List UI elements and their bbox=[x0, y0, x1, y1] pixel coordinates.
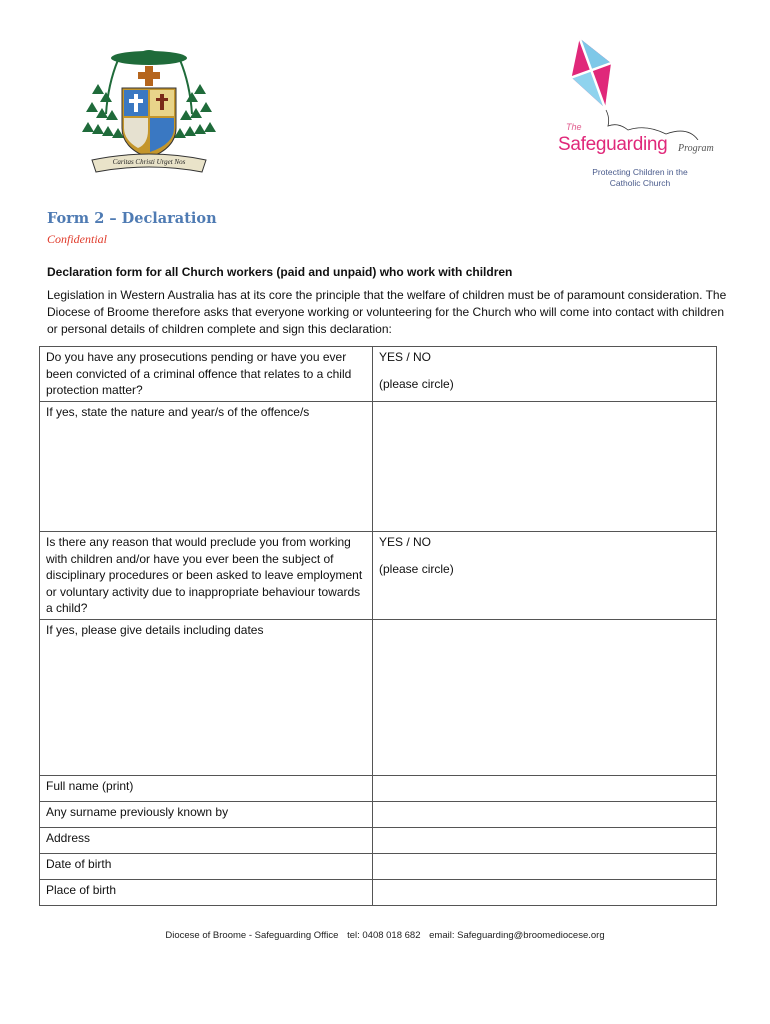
full-name-label: Full name (print) bbox=[40, 775, 373, 801]
place-of-birth-field[interactable] bbox=[373, 879, 717, 905]
offence-details-field[interactable] bbox=[373, 402, 717, 532]
answer-preclusion-cell[interactable] bbox=[373, 532, 717, 620]
offence-details-label: If yes, state the nature and year/s of the offence/s bbox=[40, 402, 373, 532]
question-preclusion: Is there any reason that would preclude you from working with children and/or have you ever been the subject of disciplinary procedures or been asked to leave employment or voluntary activity due to inappropriate behaviour towards a child? bbox=[40, 532, 373, 620]
date-of-birth-field[interactable] bbox=[373, 853, 717, 879]
form-title: Form 2 – Declaration bbox=[47, 210, 217, 227]
address-field[interactable] bbox=[373, 827, 717, 853]
footer-telephone: tel: 0408 018 682 bbox=[347, 930, 421, 941]
confidential-label: Confidential bbox=[47, 232, 107, 246]
logo-safeguarding-text: Safeguarding bbox=[558, 134, 668, 155]
please-circle-hint: (please circle) bbox=[379, 561, 454, 576]
preclusion-details-label: If yes, please give details including dates bbox=[40, 619, 373, 775]
table-row bbox=[40, 801, 717, 827]
table-row bbox=[40, 827, 717, 853]
page-footer bbox=[0, 930, 770, 941]
footer-office: Diocese of Broome - Safeguarding Office bbox=[165, 930, 339, 941]
yes-no-option[interactable]: YES / NO bbox=[379, 535, 432, 549]
footer-email[interactable]: email: Safeguarding@broomediocese.org bbox=[429, 930, 605, 941]
full-name-field[interactable] bbox=[373, 775, 717, 801]
logo-the-text: The bbox=[566, 122, 582, 132]
address-label: Address bbox=[40, 827, 373, 853]
table-row bbox=[40, 402, 717, 532]
previous-surname-label: Any surname previously known by bbox=[40, 801, 373, 827]
previous-surname-field[interactable] bbox=[373, 801, 717, 827]
table-row bbox=[40, 775, 717, 801]
please-circle-hint: (please circle) bbox=[379, 376, 454, 391]
yes-no-option[interactable]: YES / NO bbox=[379, 350, 432, 364]
place-of-birth-label: Place of birth bbox=[40, 879, 373, 905]
table-row bbox=[40, 619, 717, 775]
question-prosecutions: Do you have any prosecutions pending or have you ever been convicted of a criminal offence that relates to a child protection matter? bbox=[40, 347, 373, 402]
date-of-birth-label: Date of birth bbox=[40, 853, 373, 879]
safeguarding-program-logo bbox=[548, 30, 724, 200]
table-row bbox=[40, 347, 717, 402]
preclusion-details-field[interactable] bbox=[373, 619, 717, 775]
diocese-crest-logo bbox=[78, 44, 220, 180]
intro-paragraph: Legislation in Western Australia has at its core the principle that the welfare of children must be of paramount consideration. The Diocese of Broome therefore asks that everyone working or volunteering for the Church who will come into contact with children or personal details of children complete and sign this declaration: bbox=[47, 288, 727, 336]
table-row bbox=[40, 853, 717, 879]
declaration-table bbox=[39, 346, 717, 906]
table-row bbox=[40, 532, 717, 620]
table-row bbox=[40, 879, 717, 905]
logo-program-text: Program bbox=[678, 143, 714, 154]
form-subheading: Declaration form for all Church workers (paid and unpaid) who work with children bbox=[47, 265, 513, 279]
crest-motto: Caritas Christi Urget Nos bbox=[112, 158, 186, 166]
logo-tagline-line2: Catholic Church bbox=[609, 178, 671, 188]
logo-tagline-line1: Protecting Children in the bbox=[592, 167, 688, 177]
answer-prosecutions-cell[interactable] bbox=[373, 347, 717, 402]
